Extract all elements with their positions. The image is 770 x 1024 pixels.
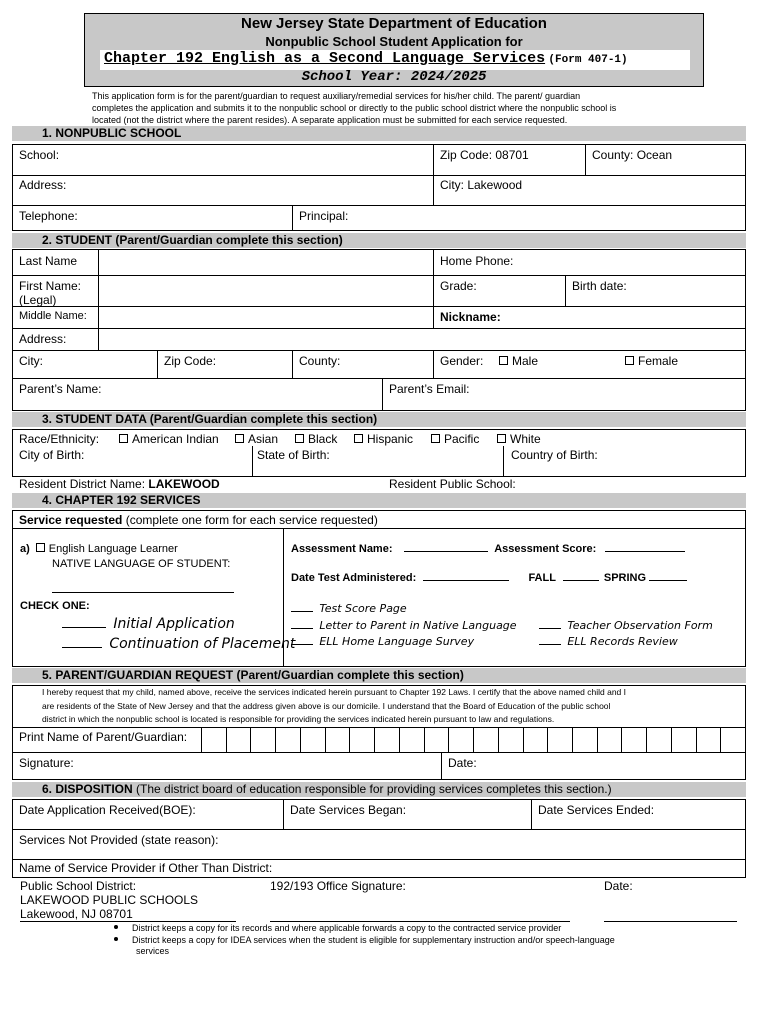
intro-line-1: This application form is for the parent/guardian to request auxiliary/remedial services for his/her child. The parent/ guardian [92, 91, 581, 101]
asian-checkbox[interactable] [235, 434, 244, 443]
legal-label: (Legal) [19, 293, 57, 307]
resident-district-field [16, 476, 223, 492]
race-pacific[interactable] [428, 430, 482, 448]
school-address-field[interactable]: Address: [19, 178, 67, 192]
teacher-observation-option[interactable] [539, 618, 713, 632]
fall-blank[interactable] [563, 580, 599, 581]
ell-survey-label: ELL Home Language Survey [319, 635, 475, 648]
form-subtitle: Nonpublic School Student Application for [265, 34, 523, 49]
state-of-birth-field[interactable]: State of Birth: [257, 448, 330, 462]
male-checkbox[interactable] [499, 356, 508, 365]
ell-records-blank[interactable] [539, 644, 561, 645]
fall-label: FALL [528, 572, 556, 584]
gender-label: Gender: [440, 354, 484, 368]
section-1-header: 1. NONPUBLIC SCHOOL [12, 126, 746, 141]
resident-district-value: LAKEWOOD [148, 477, 220, 491]
certification-line-2: are residents of the State of New Jersey and that the address given above is our domicile. I understand that the Board of Education of the public school [42, 700, 611, 711]
assessment-name-label: Assessment Name: [291, 543, 393, 555]
certification-text [42, 686, 742, 727]
gender-male-option[interactable] [496, 351, 541, 371]
school-year: School Year: 2024/2025 [301, 69, 487, 85]
test-score-label: Test Score Page [319, 602, 407, 615]
teacher-observation-label: Teacher Observation Form [567, 619, 713, 632]
office-date-line[interactable] [604, 921, 737, 922]
signature-field[interactable]: Signature: [19, 756, 74, 770]
race-american-indian[interactable] [116, 430, 222, 448]
city-of-birth-field[interactable]: City of Birth: [19, 448, 85, 462]
section-2-header: 2. STUDENT (Parent/Guardian complete this section) [12, 233, 746, 248]
footnote-2-text: District keeps a copy for IDEA services when the student is eligible for supplementary instruction and/or speech-language [132, 934, 615, 945]
birth-date-field[interactable]: Birth date: [572, 279, 627, 293]
initial-application-option[interactable] [62, 616, 235, 632]
pacific-label: Pacific [444, 432, 480, 446]
gender-field [437, 351, 486, 371]
black-checkbox[interactable] [295, 434, 304, 443]
student-zip-field[interactable]: Zip Code: [164, 354, 217, 368]
assessment-score-blank[interactable] [605, 551, 685, 552]
service-note: (complete one form for each service requested) [125, 513, 378, 527]
school-county-field[interactable]: County: Ocean [592, 148, 673, 162]
student-city-field[interactable]: City: [19, 354, 43, 368]
footnote-1-text: District keeps a copy for its records and where applicable forwards a copy to the contracted service provider [132, 923, 562, 933]
ell-records-label: ELL Records Review [567, 635, 678, 648]
black-label: Black [308, 432, 338, 446]
item-a-label: a) [20, 543, 30, 555]
nickname-field[interactable]: Nickname: [440, 310, 501, 324]
test-score-page-option[interactable] [291, 601, 407, 615]
spring-blank[interactable] [649, 580, 687, 581]
date-received-field[interactable]: Date Application Received(BOE): [19, 803, 196, 817]
district-block [20, 879, 236, 922]
ell-option[interactable] [20, 543, 178, 555]
print-name-boxes[interactable] [201, 727, 745, 752]
first-name-field[interactable] [16, 276, 84, 310]
resident-district-label: Resident District Name: [19, 477, 146, 491]
white-checkbox[interactable] [497, 434, 506, 443]
footnotes [114, 923, 615, 958]
district-name: LAKEWOOD PUBLIC SCHOOLS [20, 893, 199, 907]
date-ended-field[interactable]: Date Services Ended: [538, 803, 655, 817]
not-provided-field[interactable]: Services Not Provided (state reason): [19, 833, 219, 847]
hispanic-label: Hispanic [367, 432, 414, 446]
certification-line-1: I hereby request that my child, named above, receive the services indicated herein pursuant to Chapter 192 Laws. I certify that the above named child and I [42, 687, 627, 697]
date-test-blank[interactable] [423, 580, 509, 581]
continuation-blank[interactable] [62, 647, 102, 648]
section-6-title: 6. DISPOSITION [42, 782, 133, 796]
letter-parent-option[interactable] [291, 618, 517, 632]
school-field[interactable]: School: [19, 148, 60, 162]
date-test-row [291, 572, 687, 584]
spring-label: SPRING [603, 572, 647, 584]
ell-survey-blank[interactable] [291, 644, 313, 645]
white-label: White [510, 432, 541, 446]
female-checkbox[interactable] [625, 356, 634, 365]
home-phone-field[interactable]: Home Phone: [440, 254, 514, 268]
date-began-field[interactable]: Date Services Began: [290, 803, 407, 817]
last-name-field[interactable]: Last Name [19, 254, 78, 268]
section-6-header [12, 782, 746, 797]
date-test-label: Date Test Administered: [291, 572, 417, 584]
initial-label: Initial Application [113, 616, 235, 632]
asian-label: Asian [248, 432, 279, 446]
assessment-name-blank[interactable] [404, 551, 488, 552]
country-of-birth-field[interactable]: Country of Birth: [511, 448, 598, 462]
print-name-label: Print Name of Parent/Guardian: [19, 730, 188, 744]
footnote-2 [114, 935, 615, 947]
district-city: Lakewood, NJ 08701 [20, 907, 236, 922]
school-city-field[interactable]: City: Lakewood [440, 178, 523, 192]
assessment-score-label: Assessment Score: [494, 543, 597, 555]
native-language-label: NATIVE LANGUAGE OF STUDENT: [52, 558, 231, 570]
female-label: Female [638, 354, 679, 368]
continuation-option[interactable] [62, 636, 295, 652]
school-telephone-field[interactable]: Telephone: [19, 209, 78, 223]
section-6-note: (The district board of education responsible for providing services completes this section.) [136, 782, 612, 796]
teacher-observation-blank[interactable] [539, 628, 561, 629]
parent-email-field[interactable]: Parent’s Email: [389, 382, 470, 396]
pacific-checkbox[interactable] [431, 434, 440, 443]
form-number: (Form 407-1) [548, 54, 628, 66]
program-name: Chapter 192 English as a Second Language Services [104, 50, 546, 67]
intro-text [92, 90, 752, 126]
district-label: Public School District: [20, 879, 137, 893]
school-zip-field[interactable]: Zip Code: 08701 [440, 148, 529, 162]
agency-title: New Jersey State Department of Education [241, 15, 547, 32]
section-3-header: 3. STUDENT DATA (Parent/Guardian complete this section) [12, 412, 746, 427]
signature-date-field[interactable]: Date: [448, 756, 477, 770]
intro-line-3: located (not the district where the parent resides). A separate application must be submitted for each service requested. [92, 115, 568, 125]
office-signature-line[interactable] [270, 921, 570, 922]
service-requested-label: Service requested [19, 513, 123, 527]
american-indian-label: American Indian [132, 432, 219, 446]
section-5-header: 5. PARENT/GUARDIAN REQUEST (Parent/Guardian complete this section) [12, 668, 746, 683]
initial-blank[interactable] [62, 627, 106, 628]
gender-female-option[interactable] [622, 351, 681, 371]
race-label: Race/Ethnicity: [19, 432, 100, 446]
office-signature-label: 192/193 Office Signature: [270, 879, 406, 893]
letter-parent-label: Letter to Parent in Native Language [319, 619, 517, 632]
assessment-row [291, 543, 685, 555]
principal-field[interactable]: Principal: [299, 209, 349, 223]
american-indian-checkbox[interactable] [119, 434, 128, 443]
first-name-label: First Name: [19, 279, 82, 293]
test-score-blank[interactable] [291, 611, 313, 612]
parent-name-field[interactable]: Parent’s Name: [19, 382, 102, 396]
certification-line-3: district in which the nonpublic school is located is responsible for providing the services indicated herein pursuant to law and regulations. [42, 714, 555, 724]
student-county-field[interactable]: County: [299, 354, 341, 368]
service-requested-row [16, 511, 381, 529]
program-title [104, 50, 690, 67]
check-one-label: CHECK ONE: [20, 600, 90, 612]
footnote-1 [114, 923, 615, 935]
student-address-field[interactable]: Address: [19, 332, 67, 346]
male-label: Male [512, 354, 539, 368]
ell-label: English Language Learner [48, 543, 178, 555]
ell-records-option[interactable] [539, 634, 678, 648]
service-provider-field[interactable]: Name of Service Provider if Other Than District: [19, 861, 273, 875]
section-4-header: 4. CHAPTER 192 SERVICES [12, 493, 746, 508]
ell-checkbox[interactable] [36, 543, 45, 552]
office-date-label: Date: [604, 879, 633, 893]
race-hispanic[interactable] [351, 430, 416, 448]
ell-survey-option[interactable] [291, 634, 474, 648]
hispanic-checkbox[interactable] [354, 434, 363, 443]
letter-parent-blank[interactable] [291, 628, 313, 629]
continuation-label: Continuation of Placement [109, 636, 296, 652]
grade-field[interactable]: Grade: [440, 279, 477, 293]
middle-name-field[interactable]: Middle Name: [19, 310, 87, 322]
intro-line-2: completes the application and submits it to the nonpublic school or directly to the public school district where the nonpublic school is [92, 103, 617, 113]
footnote-2b: services [136, 946, 170, 956]
native-language-line[interactable] [52, 592, 234, 593]
resident-school-field[interactable]: Resident Public School: [389, 477, 516, 491]
